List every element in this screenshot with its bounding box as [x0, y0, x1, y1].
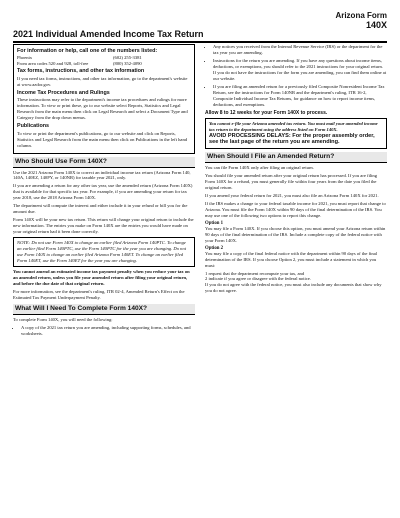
- option-1-text: You may file a Form 140X. If you choose this option, you must amend your Arizona return within 90 days of the final determination of the IRS. Include a complete copy of the federal notice with your Form 140X.: [205, 225, 386, 243]
- list-item: • If you are filing an amended return for a previously filed Composite Nonresident Income Tax Return, see the instructions for Form 140NR and the department's ruling, ITR 16-2, Composite Individual Income Tax Returns, for guidance on how to report income items, deductions, and exemptions.: [213, 84, 387, 108]
- option-1-heading: Option 1: [205, 220, 223, 226]
- header-rule: [13, 41, 387, 43]
- left-column: [13, 44, 195, 339]
- what-intro: To complete Form 140X, you will need the following:: [13, 316, 113, 322]
- phone-label: From area codes 520 and 928, toll-free: [17, 61, 89, 67]
- who-paragraph: The department will compute the interest and either include it in your refund or bill you for the amount due.: [13, 203, 188, 215]
- list-item: • A copy of the 2021 tax return you are amending, including supporting forms, schedules, and worksheets.: [21, 325, 195, 337]
- when-heading: When Should I File an Amended Return?: [205, 152, 387, 163]
- rulings-heading: Income Tax Procedures and Rulings: [17, 89, 110, 96]
- efile-notice: You cannot e-file your Arizona amended tax return. You must mail your amended income tax return to the department using the address listed on Form 140X.: [209, 120, 378, 132]
- two-column-body: [13, 44, 387, 339]
- tax-forms-heading: Tax forms, instructions, and other tax information: [17, 68, 145, 75]
- rulings-text: These instructions may refer to the department's income tax procedures and rulings for more information. To view or print these, go to our website select Reports, Statistics and Legal Research from the main menu then click on Legal Research and select a Document Type and Category from the drop down menus.: [17, 97, 188, 121]
- list-item: • Any notices you received from the Internal Revenue Service (IRS) or the department for the tax year you are amending.: [213, 44, 387, 56]
- when-paragraph: If the IRS makes a change to your federal taxable income for 2021, you must report that change to Arizona. You must file the Form 140X within 90 days of the final determination of the IRS. You may use one of the following two options to report this change.: [205, 200, 386, 218]
- who-paragraph: Use the 2021 Arizona Form 140X to correct an individual income tax return (Arizona Form 140, 140A, 140EZ, 140PY, or 140NR) for taxable year 2021, only.: [13, 169, 191, 181]
- phone-label: Phoenix: [17, 55, 33, 61]
- option-2-heading: Option 2: [205, 245, 223, 251]
- requirements-list-continued: [205, 44, 387, 108]
- document-title: 2021 Individual Amended Income Tax Return: [13, 29, 204, 39]
- phone-number: (800) 352-4090: [113, 61, 142, 67]
- note-box: NOTE: Do not use Form 140X to change an earlier filed Arizona Form 140PTC. To change an earlier filed Form 140PTC, use the Form 140PTC for the year you are changing. Do not use Form 140X to change an earlier filed Arizona Form 140ET. To change an earlier filed Form 140ET, use the Form 140ET for the year you are changing.: [13, 237, 195, 267]
- who-paragraph: If you are amending a return for any other tax year, use the amended return (Arizona Form 140X) that is available for that specific tax year. For example, if you are amending your return for tax year 2018, use the 2018 Arizona Form 140X.: [13, 183, 193, 201]
- document-header: [13, 12, 387, 42]
- option-2-step-2: 2 indicate if you agree or disagree with the federal notice.: [205, 276, 311, 282]
- avoid-delays-notice: AVOID PROCESSING DELAYS: For the proper assembly order, see the last page of the return you are amending.: [209, 132, 375, 146]
- ruling-reference: For more information, see the department's ruling, ITR 02-4, Amended Return's Effect on the Estimated Tax Payment Underpayment Penalty.: [13, 288, 185, 300]
- info-box: [13, 44, 195, 154]
- right-column: [205, 44, 387, 339]
- publications-text: To view or print the department's publications, go to our website and click on Reports, Statistics and Legal Research from the main menu then click on Publications in the left hand column.: [17, 130, 188, 148]
- option-2-text: You may file a copy of the final federal notice with the department within 90 days of the final determination of the IRS. If you choose Option 2, you must include a statement in which you must:: [205, 250, 378, 268]
- when-paragraph: You can file Form 140X only after filing an original return.: [205, 164, 314, 170]
- tax-forms-text: If you need tax forms, instructions, and other tax information, go to the department's website at www.azdor.gov.: [17, 75, 188, 87]
- who-heading: Who Should Use Form 140X?: [13, 157, 195, 168]
- what-heading: What Will I Need To Complete Form 140X?: [13, 304, 195, 315]
- document-page: [13, 11, 387, 336]
- publications-heading: Publications: [17, 123, 50, 130]
- disagreement-note: If you do not agree with the federal notice, you must also include any documents that show why you do not agree.: [205, 282, 382, 294]
- when-paragraph: If you amend your federal return for 2021, you must also file an Arizona Form 140X for 2021.: [205, 192, 379, 198]
- list-item: • Instructions for the return you are amending. If you have any questions about income items, deductions, or exemptions, you should refer to the 2021 instructions for your original return. If you do not have the instructions for the form you are amending, you can find them online at our website.: [213, 58, 387, 82]
- form-number: 140X: [365, 20, 387, 30]
- form-brand: Arizona Form: [335, 11, 387, 20]
- penalty-paragraph: You cannot amend an estimated income tax payment penalty when you reduce your tax on an amended return, unless you file your amended return after filing your original return, and before the due date of that original return.: [13, 269, 190, 286]
- mail-notice-box: [205, 118, 387, 149]
- requirements-list: [13, 325, 195, 337]
- phone-line-2: [17, 61, 191, 67]
- processing-time: Allow 8 to 12 weeks for your Form 140X to process.: [205, 109, 328, 116]
- phone-number: (602) 255-3381: [113, 55, 142, 61]
- when-paragraph: You should file your amended return after your original return has processed. If you are filing Form 140X for a refund, you must generally file within four years from the date you filed the original return.: [205, 172, 378, 190]
- who-paragraph: Form 140X will be your new tax return. This return will change your original return to include the new information. The entries you make on Form 140X are the entries you would have made on your original return had it been done correctly.: [13, 217, 194, 235]
- option-2-step-1: 1 request that the department recompute your tax, and: [205, 270, 305, 276]
- info-header: For information or help, call one of the numbers listed:: [17, 48, 158, 54]
